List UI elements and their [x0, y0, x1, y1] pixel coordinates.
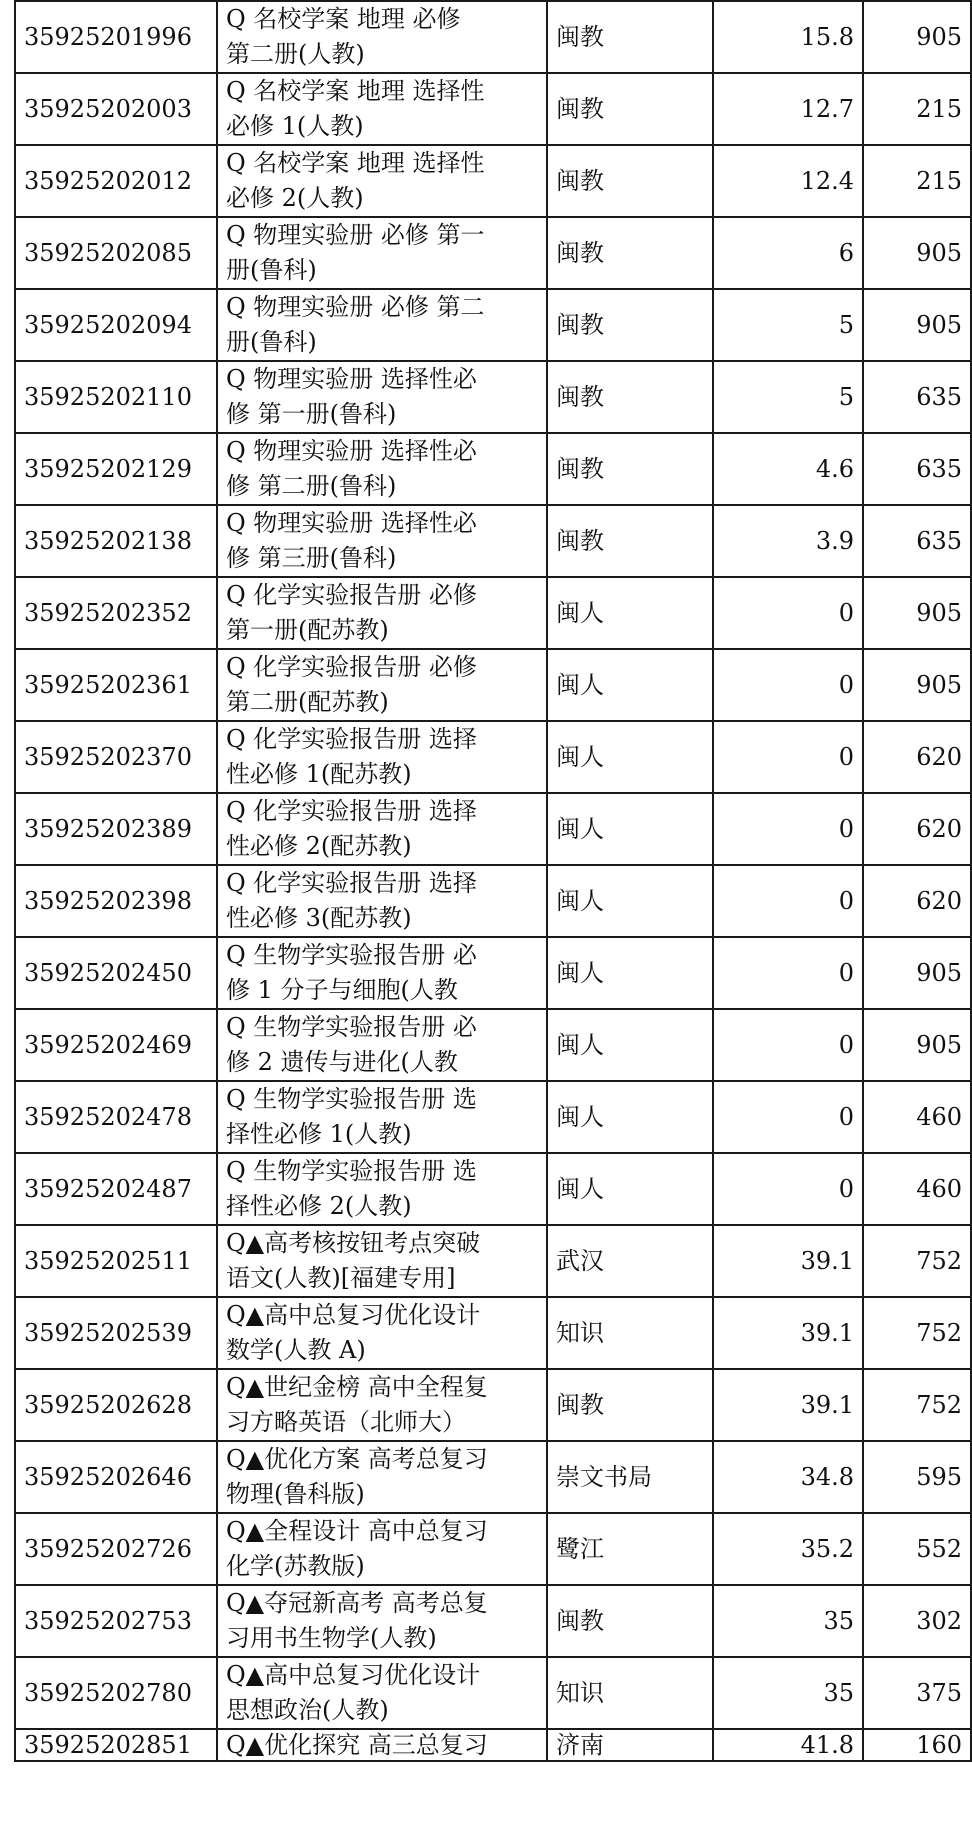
- book-title-cell: [217, 289, 547, 361]
- book-title-line: 思想政治(人教): [226, 1696, 389, 1724]
- quantity-cell: 905: [863, 937, 971, 1009]
- quantity-cell: 635: [863, 433, 971, 505]
- price-cell: 35: [713, 1585, 863, 1657]
- publisher-cell: 崇文书局: [547, 1441, 713, 1513]
- table-row: [15, 937, 971, 1009]
- book-title-line: 性必修 3(配苏教): [226, 904, 412, 932]
- book-title-line: 习用书生物学(人教): [226, 1624, 437, 1652]
- book-title-cell: [217, 577, 547, 649]
- quantity-cell: 905: [863, 649, 971, 721]
- book-title-line: Q▲高中总复习优化设计: [226, 1661, 481, 1689]
- book-code-cell: 35925202398: [15, 865, 217, 937]
- book-title-line: 必修 1(人教): [226, 112, 364, 140]
- book-title-line: 修 第三册(鲁科): [226, 544, 397, 572]
- book-title-line: Q 名校学案 地理 选择性: [226, 149, 485, 177]
- book-title-line: Q 物理实验册 必修 第二: [226, 293, 485, 321]
- price-cell: 0: [713, 577, 863, 649]
- publisher-cell: 闽教: [547, 433, 713, 505]
- book-title-line: 数学(人教 A): [226, 1336, 366, 1364]
- book-title-line: Q 名校学案 地理 必修: [226, 5, 461, 33]
- quantity-cell: 375: [863, 1657, 971, 1729]
- book-title-line: 性必修 2(配苏教): [226, 832, 412, 860]
- publisher-cell: 闽人: [547, 577, 713, 649]
- book-code-cell: 35925201996: [15, 1, 217, 73]
- book-title-cell: [217, 1513, 547, 1585]
- price-cell: 15.8: [713, 1, 863, 73]
- table-row: [15, 1225, 971, 1297]
- book-title-line: 第二册(人教): [226, 40, 365, 68]
- book-code-cell: 35925202851: [15, 1729, 217, 1761]
- publisher-cell: 闽教: [547, 1585, 713, 1657]
- table-row: [15, 1441, 971, 1513]
- publisher-cell: 知识: [547, 1297, 713, 1369]
- price-cell: 39.1: [713, 1225, 863, 1297]
- price-cell: 39.1: [713, 1297, 863, 1369]
- price-cell: 39.1: [713, 1369, 863, 1441]
- book-title-line: 册(鲁科): [226, 328, 317, 356]
- book-title-cell: [217, 1585, 547, 1657]
- book-title-cell: [217, 145, 547, 217]
- book-title-line: Q 生物学实验报告册 选: [226, 1157, 477, 1185]
- quantity-cell: 905: [863, 577, 971, 649]
- table-row: [15, 1585, 971, 1657]
- book-title-line: Q▲优化探究 高三总复习: [226, 1731, 488, 1759]
- price-cell: 3.9: [713, 505, 863, 577]
- quantity-cell: 752: [863, 1369, 971, 1441]
- table-row: [15, 721, 971, 793]
- publisher-cell: 知识: [547, 1657, 713, 1729]
- book-code-cell: 35925202003: [15, 73, 217, 145]
- price-cell: 12.4: [713, 145, 863, 217]
- quantity-cell: 905: [863, 1009, 971, 1081]
- price-cell: 5: [713, 361, 863, 433]
- quantity-cell: 552: [863, 1513, 971, 1585]
- book-title-cell: [217, 1225, 547, 1297]
- publisher-cell: 闽教: [547, 289, 713, 361]
- book-code-cell: 35925202726: [15, 1513, 217, 1585]
- quantity-cell: 460: [863, 1081, 971, 1153]
- quantity-cell: 160: [863, 1729, 971, 1761]
- book-title-line: Q 化学实验报告册 选择: [226, 797, 477, 825]
- book-title-cell: [217, 361, 547, 433]
- price-cell: 0: [713, 1153, 863, 1225]
- publisher-cell: 闽教: [547, 73, 713, 145]
- book-list-sheet: [14, 0, 962, 1762]
- book-title-line: Q 化学实验报告册 必修: [226, 653, 477, 681]
- price-cell: 4.6: [713, 433, 863, 505]
- book-title-line: 第二册(配苏教): [226, 688, 389, 716]
- book-title-cell: [217, 1297, 547, 1369]
- book-code-cell: 35925202450: [15, 937, 217, 1009]
- book-title-line: Q▲夺冠新高考 高考总复: [226, 1589, 488, 1617]
- publisher-cell: 闽教: [547, 145, 713, 217]
- book-title-line: 第一册(配苏教): [226, 616, 389, 644]
- table-row: [15, 289, 971, 361]
- publisher-cell: 闽人: [547, 865, 713, 937]
- table-row: [15, 1657, 971, 1729]
- quantity-cell: 620: [863, 721, 971, 793]
- table-row: [15, 433, 971, 505]
- price-cell: 0: [713, 937, 863, 1009]
- price-cell: 12.7: [713, 73, 863, 145]
- book-title-line: 择性必修 2(人教): [226, 1192, 412, 1220]
- book-title-line: 修 第一册(鲁科): [226, 400, 397, 428]
- price-cell: 0: [713, 1081, 863, 1153]
- table-row: [15, 1, 971, 73]
- price-cell: 0: [713, 793, 863, 865]
- publisher-cell: 闽人: [547, 1153, 713, 1225]
- price-cell: 35.2: [713, 1513, 863, 1585]
- book-title-cell: [217, 1, 547, 73]
- book-title-line: Q 生物学实验报告册 必: [226, 941, 477, 969]
- publisher-cell: 闽教: [547, 361, 713, 433]
- book-code-cell: 35925202012: [15, 145, 217, 217]
- price-cell: 34.8: [713, 1441, 863, 1513]
- book-title-cell: [217, 73, 547, 145]
- publisher-cell: 闽人: [547, 1009, 713, 1081]
- book-title-cell: [217, 793, 547, 865]
- book-title-line: 化学(苏教版): [226, 1552, 365, 1580]
- book-title-line: Q 化学实验报告册 必修: [226, 581, 477, 609]
- table-row: [15, 1153, 971, 1225]
- book-code-cell: 35925202370: [15, 721, 217, 793]
- book-title-line: Q▲优化方案 高考总复习: [226, 1445, 488, 1473]
- book-title-cell: [217, 433, 547, 505]
- book-title-cell: [217, 1009, 547, 1081]
- book-title-line: 物理(鲁科版): [226, 1480, 365, 1508]
- book-code-cell: 35925202487: [15, 1153, 217, 1225]
- quantity-cell: 215: [863, 73, 971, 145]
- quantity-cell: 620: [863, 865, 971, 937]
- publisher-cell: 鹭江: [547, 1513, 713, 1585]
- book-title-cell: [217, 649, 547, 721]
- book-title-line: 修 2 遗传与进化(人教: [226, 1048, 458, 1076]
- publisher-cell: 闽教: [547, 505, 713, 577]
- quantity-cell: 752: [863, 1297, 971, 1369]
- quantity-cell: 905: [863, 289, 971, 361]
- table-row: [15, 505, 971, 577]
- book-title-line: Q 物理实验册 选择性必: [226, 509, 477, 537]
- table-body: [15, 1, 971, 1761]
- publisher-cell: 闽人: [547, 721, 713, 793]
- book-code-cell: 35925202780: [15, 1657, 217, 1729]
- book-code-cell: 35925202110: [15, 361, 217, 433]
- book-title-line: Q▲全程设计 高中总复习: [226, 1517, 488, 1545]
- table-row: [15, 865, 971, 937]
- book-title-cell: [217, 1369, 547, 1441]
- book-code-cell: 35925202539: [15, 1297, 217, 1369]
- quantity-cell: 905: [863, 217, 971, 289]
- table-row: [15, 793, 971, 865]
- table-row: [15, 1297, 971, 1369]
- book-title-line: Q 名校学案 地理 选择性: [226, 77, 485, 105]
- book-title-line: Q 化学实验报告册 选择: [226, 725, 477, 753]
- book-title-line: 语文(人教)[福建专用]: [226, 1264, 456, 1292]
- table-row: [15, 361, 971, 433]
- publisher-cell: 闽人: [547, 1081, 713, 1153]
- quantity-cell: 460: [863, 1153, 971, 1225]
- publisher-cell: 闽教: [547, 1, 713, 73]
- book-code-cell: 35925202646: [15, 1441, 217, 1513]
- book-title-line: 择性必修 1(人教): [226, 1120, 412, 1148]
- quantity-cell: 215: [863, 145, 971, 217]
- table-row: [15, 217, 971, 289]
- book-title-line: 习方略英语（北师大）: [226, 1408, 466, 1436]
- publisher-cell: 闽教: [547, 217, 713, 289]
- book-code-cell: 35925202085: [15, 217, 217, 289]
- book-title-line: Q 物理实验册 必修 第一: [226, 221, 485, 249]
- publisher-cell: 闽人: [547, 793, 713, 865]
- table-row: [15, 1513, 971, 1585]
- book-title-cell: [217, 721, 547, 793]
- quantity-cell: 595: [863, 1441, 971, 1513]
- price-cell: 5: [713, 289, 863, 361]
- quantity-cell: 635: [863, 361, 971, 433]
- book-code-cell: 35925202628: [15, 1369, 217, 1441]
- book-title-line: 册(鲁科): [226, 256, 317, 284]
- book-code-cell: 35925202389: [15, 793, 217, 865]
- book-title-cell: [217, 1657, 547, 1729]
- book-table: [14, 0, 972, 1762]
- book-title-cell: [217, 937, 547, 1009]
- book-title-line: Q 生物学实验报告册 选: [226, 1085, 477, 1113]
- publisher-cell: 济南: [547, 1729, 713, 1761]
- book-title-line: 修 1 分子与细胞(人教: [226, 976, 458, 1004]
- book-title-line: Q▲高中总复习优化设计: [226, 1301, 481, 1329]
- price-cell: 0: [713, 649, 863, 721]
- price-cell: 0: [713, 1009, 863, 1081]
- publisher-cell: 闽人: [547, 937, 713, 1009]
- book-title-line: Q▲高考核按钮考点突破: [226, 1229, 481, 1257]
- quantity-cell: 635: [863, 505, 971, 577]
- book-title-cell: [217, 865, 547, 937]
- book-title-cell: [217, 1441, 547, 1513]
- book-code-cell: 35925202129: [15, 433, 217, 505]
- table-row: [15, 1729, 971, 1761]
- publisher-cell: 武汉: [547, 1225, 713, 1297]
- book-title-cell: [217, 505, 547, 577]
- book-title-line: 修 第二册(鲁科): [226, 472, 397, 500]
- publisher-cell: 闽人: [547, 649, 713, 721]
- price-cell: 41.8: [713, 1729, 863, 1761]
- table-row: [15, 1369, 971, 1441]
- price-cell: 0: [713, 865, 863, 937]
- book-code-cell: 35925202094: [15, 289, 217, 361]
- table-row: [15, 145, 971, 217]
- book-title-cell: [217, 217, 547, 289]
- book-title-line: 必修 2(人教): [226, 184, 364, 212]
- table-row: [15, 577, 971, 649]
- price-cell: 6: [713, 217, 863, 289]
- book-code-cell: 35925202511: [15, 1225, 217, 1297]
- book-title-line: 性必修 1(配苏教): [226, 760, 412, 788]
- book-title-line: Q 化学实验报告册 选择: [226, 869, 477, 897]
- quantity-cell: 752: [863, 1225, 971, 1297]
- price-cell: 35: [713, 1657, 863, 1729]
- book-title-line: Q 生物学实验报告册 必: [226, 1013, 477, 1041]
- price-cell: 0: [713, 721, 863, 793]
- quantity-cell: 620: [863, 793, 971, 865]
- book-code-cell: 35925202361: [15, 649, 217, 721]
- book-code-cell: 35925202352: [15, 577, 217, 649]
- book-code-cell: 35925202469: [15, 1009, 217, 1081]
- book-code-cell: 35925202478: [15, 1081, 217, 1153]
- book-title-line: Q▲世纪金榜 高中全程复: [226, 1373, 488, 1401]
- book-code-cell: 35925202138: [15, 505, 217, 577]
- book-code-cell: 35925202753: [15, 1585, 217, 1657]
- table-row: [15, 73, 971, 145]
- book-title-cell: [217, 1081, 547, 1153]
- book-title-line: Q 物理实验册 选择性必: [226, 437, 477, 465]
- book-title-cell: [217, 1153, 547, 1225]
- book-title-line: Q 物理实验册 选择性必: [226, 365, 477, 393]
- table-row: [15, 649, 971, 721]
- publisher-cell: 闽教: [547, 1369, 713, 1441]
- table-row: [15, 1081, 971, 1153]
- table-row: [15, 1009, 971, 1081]
- quantity-cell: 302: [863, 1585, 971, 1657]
- quantity-cell: 905: [863, 1, 971, 73]
- book-title-cell: [217, 1729, 547, 1761]
